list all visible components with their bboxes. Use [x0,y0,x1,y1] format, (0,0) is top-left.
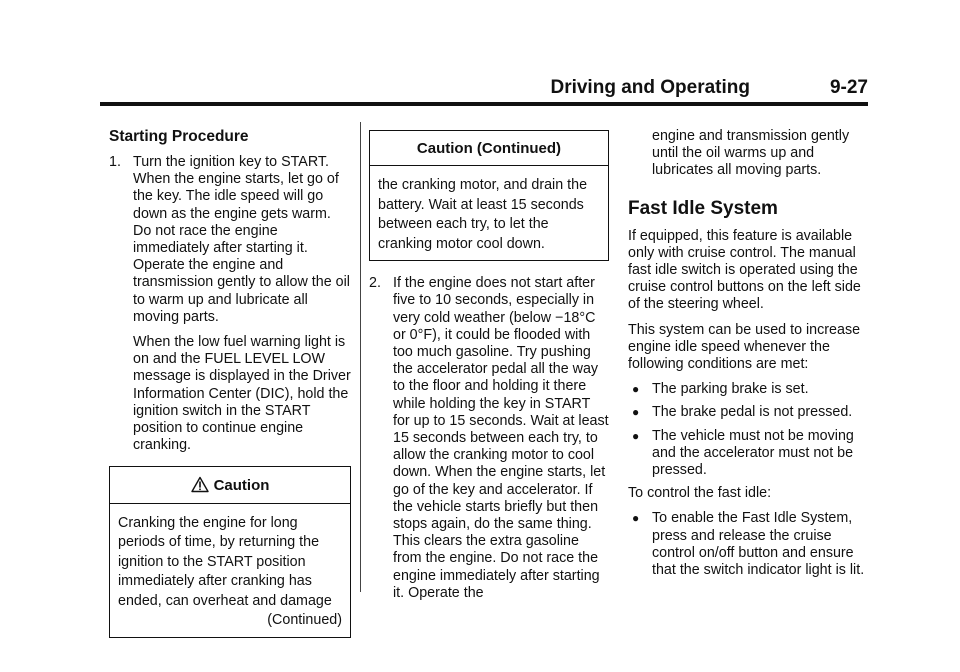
bullet-icon: ● [632,382,640,397]
caution-body [370,166,608,260]
step-text: engine and transmission gently until the oil warms up and lubricates all moving parts. [652,128,850,179]
caution-body [110,504,350,637]
column-divider [360,122,361,592]
bullet-icon: ● [632,405,640,420]
step-2 [369,275,609,602]
fast-idle-heading: Fast Idle System [628,197,778,219]
list-item: ● The vehicle must not be moving and the accelerator must not be pressed. [632,427,854,479]
step-text: If the engine does not start after five to 10 seconds, especially in very cold weather (below −18°C or 0°F), it could be flooded with too much gasoline. Try pushing the accelerator pedal all the way to the floor and holding it there while holding the key in START for up to 15 seconds. Wait at least 15 seconds between each try, to allow the cranking motor to cool down. When the engine starts, let go of the key and accelerator. If the vehicle starts briefly but then stops again, do the same thing. This clears the extra gasoline from the engine. Do not race the engine immediately after starting it. Operate the [393,275,609,601]
page-number: 9-27 [829,77,868,98]
list-item: ● The brake pedal is not pressed. [632,404,853,421]
caution-continued-box [369,130,609,261]
step-2-continued [628,128,868,180]
column-middle [369,128,609,610]
bullet-icon: ● [632,511,640,526]
caution-text: Cranking the engine for long periods of time, by returning the ignition to the START position immediately after cranking has ended, can overheat and damage [118,514,332,609]
section-title: Driving and Operating [550,77,750,98]
continued-label: (Continued) [267,612,342,629]
step-text: When the low fuel warning light is on and the FUEL LEVEL LOW message is displayed in the Driver Information Center (DIC), hold the ignition switch in the START position to continue engine cranking. [133,334,351,454]
list-item: ● To enable the Fast Idle System, press and release the cruise control on/off button and ensure that the switch indicator light is lit. [632,510,865,579]
step-text: Turn the ignition key to START. When the engine starts, let go of the key. The idle speed will go down as the engine gets warm. Do not race the engine immediately after starting it. Operate the engine and transmission gently to allow the oil to warm up and lubricate all moving parts. [133,154,350,325]
step-number: 1. [109,154,121,170]
bullet-icon: ● [632,428,640,443]
caution-continued-header: Caution (Continued) [370,131,608,166]
body-paragraph: If equipped, this feature is available only with cruise control. The manual fast idle switch is operated using the cruise control buttons on the left side of the steering wheel. [628,227,861,313]
caution-header [110,467,350,503]
starting-procedure-heading: Starting Procedure [109,128,249,145]
step-number: 2. [369,275,381,292]
body-paragraph: To control the fast idle: [628,485,772,502]
warning-triangle-icon [191,476,209,493]
caution-box [109,466,351,637]
body-paragraph: This system can be used to increase engine idle speed whenever the following conditions are met: [628,321,861,373]
step-1 [109,154,351,454]
header-rule [100,102,868,106]
list-item: ● The parking brake is set. [632,381,809,398]
column-left [109,128,351,652]
caution-text: the cranking motor, and drain the battery. Wait at least 15 seconds between each try, to let the cranking motor cool down. [378,177,588,252]
page-header [100,77,868,103]
caution-title: Caution [213,477,270,495]
column-right [628,128,868,585]
